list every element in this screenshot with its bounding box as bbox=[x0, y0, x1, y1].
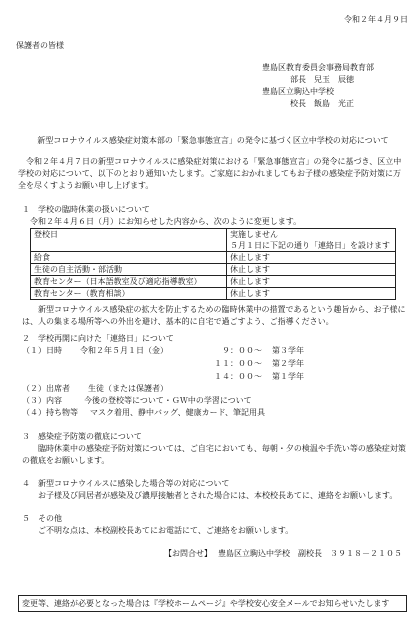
section1-lead: 令和２年４月６日（月）にお知らせした内容から、次のように変更します。 bbox=[30, 217, 302, 226]
table-cell-item: 給食 bbox=[31, 252, 227, 264]
detail-label: （３）内容 bbox=[22, 396, 62, 405]
table-cell-value-line: ５月１日に下記の通り「連絡日」を設けます bbox=[230, 241, 390, 250]
contact-day-date: 令和２年５月１日（金） bbox=[80, 346, 168, 355]
section5-heading: ５ その他 bbox=[22, 514, 62, 523]
table-cell-item: 教育センター（日本語教室及び適応指導教室） bbox=[31, 276, 227, 288]
document-date: 令和２年４月９日 bbox=[344, 15, 408, 24]
table-row bbox=[31, 276, 396, 288]
schedule-time: ９：００～ bbox=[222, 346, 262, 355]
table-row bbox=[31, 288, 396, 300]
schedule-time: １４：００～ bbox=[214, 372, 262, 381]
sender-org: 豊島区教育委員会事務局教育部 bbox=[262, 63, 374, 72]
detail-value: マスク着用、静中バッグ、健康カード、筆記用具 bbox=[90, 408, 265, 417]
section4-heading: ４ 新型コロナウイルスに感染した場合等の対応について bbox=[22, 479, 230, 488]
table-cell-value-line: 実施しません bbox=[230, 230, 278, 239]
table-cell-value: 休止します bbox=[227, 252, 396, 264]
table-cell-item: 教育センター（教育相談） bbox=[31, 288, 227, 300]
table-row bbox=[31, 252, 396, 264]
contact-value: 豊島区立駒込中学校 副校長 ３９１８－２１０５ bbox=[218, 549, 402, 558]
addressee: 保護者の皆様 bbox=[16, 41, 64, 50]
datetime-label: （１）日時 bbox=[22, 346, 62, 355]
table-cell-value: 休止します bbox=[227, 288, 396, 300]
sender-org: 豊島区立駒込中学校 bbox=[262, 87, 334, 96]
schedule-grade: 第２学年 bbox=[272, 359, 304, 368]
table-cell-value bbox=[227, 229, 396, 252]
schedule-grade: 第３学年 bbox=[272, 346, 304, 355]
section3-body: 臨時休業中の感染症予防対策については、ご自宅においても、毎朝・夕の検温や手洗い等の感染症対策の徹底をお願いします。 bbox=[22, 444, 406, 465]
sender-name: 校長 飯島 光正 bbox=[290, 99, 354, 108]
contact-day-schedule bbox=[0, 345, 420, 385]
footer-notice-box: 変更等、連絡が必要となった場合は『学校ホームページ』や学校安心安全メールでお知らせいたします bbox=[18, 595, 407, 612]
contact-label: 【お問合せ】 bbox=[164, 549, 212, 558]
schedule-grade: 第１学年 bbox=[272, 372, 304, 381]
section5-body: ご不明な点は、本校副校長あてにお電話にて、ご連絡をお願いします。 bbox=[38, 526, 294, 535]
sender-name: 部長 兒玉 辰徳 bbox=[290, 75, 354, 84]
schedule-time: １１：００～ bbox=[214, 359, 262, 368]
intro-paragraph: 令和２年４月７日の新型コロナウイルスに感染症対策における「緊急事態宣言」の発令に基づき、区立中学校の対応について、以下のとおり通知いたします。ご家庭におかれましてもお子様の感染症予防対策に万全を尽くすようお願い申し上げます。 bbox=[18, 157, 402, 190]
section1-note: 新型コロナウイルス感染症の拡大を防止するための臨時休業中の措置であるという趣旨から、お子様には、人の集まる場所等への外出を避け、基本的に自宅で過ごすよう、ご指導ください。 bbox=[22, 305, 406, 326]
section1-heading: １ 学校の臨時休業の扱いについて bbox=[22, 205, 150, 214]
detail-label: （２）出席者 bbox=[22, 384, 70, 393]
sender-block bbox=[262, 62, 374, 110]
section4-body: お子様及び同居者が感染及び濃厚接触者とされた場合には、本校校長あてに、連絡をお願いします。 bbox=[38, 491, 398, 500]
table-cell-item: 登校日 bbox=[31, 229, 227, 252]
table-cell-item: 生徒の自主活動・部活動 bbox=[31, 264, 227, 276]
closure-table bbox=[30, 228, 396, 300]
table-cell-value: 休止します bbox=[227, 276, 396, 288]
document-title: 新型コロナウイルス感染症対策本部の「緊急事態宣言」の発令に基づく区立中学校の対応について bbox=[37, 136, 389, 145]
table-cell-value: 休止します bbox=[227, 264, 396, 276]
table-row bbox=[31, 229, 396, 252]
table-row bbox=[31, 264, 396, 276]
detail-label: （４）持ち物等 bbox=[22, 408, 78, 417]
detail-value: 生徒（または保護者） bbox=[88, 384, 168, 393]
section3-heading: ３ 感染症予防策の徹底について bbox=[22, 432, 142, 441]
detail-value: 今後の登校等について・ＧＷ中の学習について bbox=[84, 396, 252, 405]
section2-heading: ２ 学校再開に向けた「連絡日」について bbox=[22, 334, 174, 343]
